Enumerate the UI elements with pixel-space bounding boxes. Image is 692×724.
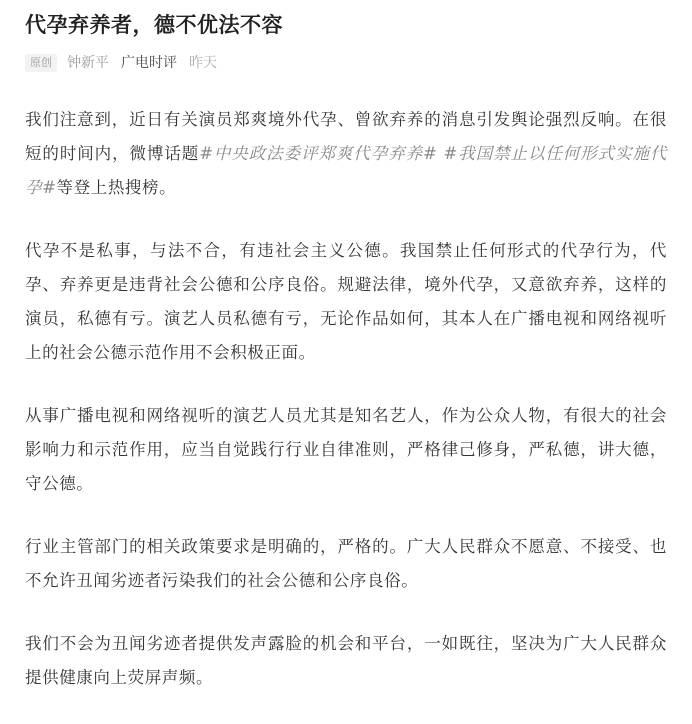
paragraph-2: 代孕不是私事，与法不合，有违社会主义公德。我国禁止任何形式的代孕行为，代孕、弃养更是违背社会公德和公序良俗。规避法律，境外代孕，又意欲弃养，这样的演员，私德有亏。演艺人员私德有亏，无论作品如何，其本人在广播电视和网络视听上的社会公德示范作用不会积极正面。 — [25, 241, 667, 362]
hashtag-link-1[interactable]: #中央政法委评郑爽代孕弃养# — [199, 144, 438, 163]
paragraph-4: 行业主管部门的相关政策要求是明确的，严格的。广大人民群众不愿意、不接受、也不允许丑闻劣迹者污染我们的社会公德和公序良俗。 — [25, 537, 667, 590]
hashtag-link-2[interactable]: #我国禁止以任何形式实施代孕# — [25, 144, 667, 197]
article-title: 代孕弃养者，德不优法不容 — [25, 13, 283, 37]
paragraph-1-text-after: 等登上热搜榜。 — [56, 178, 177, 197]
account-link[interactable]: 广电时评 — [121, 55, 177, 71]
paragraph-1 — [25, 103, 667, 205]
paragraph-3: 从事广播电视和网络视听的演艺人员尤其是知名艺人，作为公众人物，有很大的社会影响力和示范作用，应当自觉践行行业自律准则，严格律己修身，严私德，讲大德，守公德。 — [25, 406, 667, 493]
paragraph-1-text-before: 我们注意到，近日有关演员郑爽境外代孕、曾欲弃养的消息引发舆论强烈反响。在很短的时间内，微博话题 — [25, 110, 667, 163]
article-meta — [25, 54, 667, 72]
article-body — [25, 103, 667, 695]
author-name: 钟新平 — [67, 55, 109, 71]
publish-time: 昨天 — [189, 55, 217, 71]
article — [25, 0, 667, 724]
original-badge: 原创 — [25, 54, 57, 72]
paragraph-5: 我们不会为丑闻劣迹者提供发声露脸的机会和平台，一如既往，坚决为广大人民群众提供健康向上荧屏声频。 — [25, 634, 667, 687]
